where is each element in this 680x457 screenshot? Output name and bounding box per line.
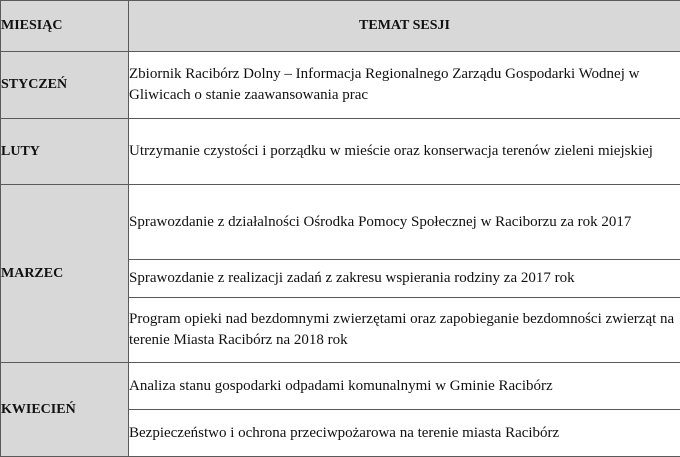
topic-cell: Zbiornik Racibórz Dolny – Informacja Regionalnego Zarządu Gospodarki Wodnej w Gliwicach o stanie zaawansowania prac: [129, 52, 680, 119]
table-header-row: [1, 1, 680, 52]
month-cell-april: KWIECIEŃ: [1, 363, 129, 457]
topic-cell: Analiza stanu gospodarki odpadami komunalnymi w Gminie Racibórz: [129, 363, 680, 410]
topic-cell: Sprawozdanie z działalności Ośrodka Pomocy Społecznej w Raciborzu za rok 2017: [129, 185, 680, 260]
month-cell-january: STYCZEŃ: [1, 52, 129, 119]
table-row: [1, 52, 680, 119]
topic-cell: Utrzymanie czystości i porządku w mieście oraz konserwacja terenów zieleni miejskiej: [129, 119, 680, 185]
column-header-topic: TEMAT SESJI: [129, 1, 680, 52]
table-row: [1, 363, 680, 410]
table-row: [1, 185, 680, 260]
month-cell-march: MARZEC: [1, 185, 129, 363]
topic-cell: Program opieki nad bezdomnymi zwierzętami oraz zapobieganie bezdomności zwierząt na terenie Miasta Racibórz na 2018 rok: [129, 298, 680, 363]
topic-cell: Sprawozdanie z realizacji zadań z zakresu wspierania rodziny za 2017 rok: [129, 260, 680, 298]
month-cell-february: LUTY: [1, 119, 129, 185]
topic-cell: Bezpieczeństwo i ochrona przeciwpożarowa na terenie miasta Racibórz: [129, 410, 680, 457]
column-header-month: MIESIĄC: [1, 1, 129, 52]
table-row: [1, 119, 680, 185]
